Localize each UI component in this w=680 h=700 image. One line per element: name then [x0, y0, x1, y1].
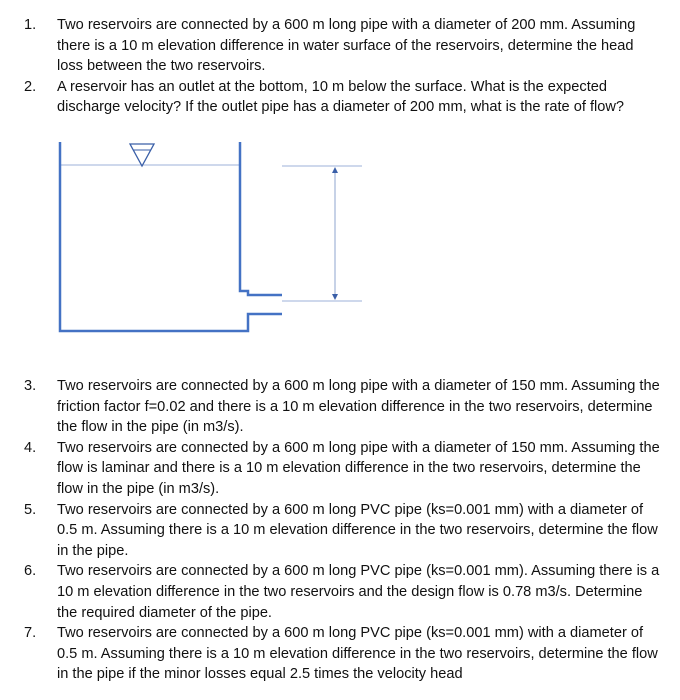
- reservoir-outlet-diagram: [50, 138, 380, 348]
- problem-6-text: Two reservoirs are connected by a 600 m long PVC pipe (ks=0.001 mm). Assuming there is a 10 m elevation difference in the two reservoirs and the design flow is 0.78 m3/s. Determine the required diameter of the pipe.: [57, 563, 660, 621]
- problem-4-text: Two reservoirs are connected by a 600 m long pipe with a diameter of 150 mm. Assuming the flow is laminar and there is a 10 m elevation difference in the two reservoirs, determine the flow in the pipe (in m3/s).: [57, 439, 660, 497]
- problem-5: [0, 500, 680, 562]
- problem-5-text: Two reservoirs are connected by a 600 m long PVC pipe (ks=0.001 mm) with a diameter of 0.5 m. Assuming there is a 10 m elevation difference in the two reservoirs, determine the flow in the pipe.: [57, 501, 658, 559]
- problem-4-number: 4.: [24, 439, 37, 456]
- problem-2-text: A reservoir has an outlet at the bottom, 10 m below the surface. What is the expected discharge velocity? If the outlet pipe has a diameter of 200 mm, what is the rate of flow?: [57, 78, 625, 116]
- problem-3-text: Two reservoirs are connected by a 600 m long pipe with a diameter of 150 mm. Assuming the friction factor f=0.02 and there is a 10 m elevation difference in the two reservoirs, determine the flow in the pipe (in m3/s).: [57, 378, 660, 436]
- problem-7-text: Two reservoirs are connected by a 600 m long PVC pipe (ks=0.001 mm) with a diameter of 0.5 m. Assuming there is a 10 m elevation difference in the two reservoirs, determine the flow in the pipe if the minor losses equal 2.5 times the velocity head: [57, 625, 658, 683]
- problem-7: [0, 623, 680, 685]
- water-surface-triangle-icon: [130, 144, 154, 166]
- problem-1: [0, 15, 680, 77]
- reservoir-wall-left-bottom: [60, 142, 282, 331]
- reservoir-wall-right-outlet: [240, 142, 282, 295]
- problem-1-number: 1.: [24, 17, 37, 33]
- problem-3: [0, 376, 680, 438]
- dimension-arrow-up-icon: [332, 167, 338, 173]
- problem-7-number: 7.: [24, 625, 37, 642]
- problem-3-number: 3.: [24, 378, 37, 394]
- problem-2-number: 2.: [24, 78, 37, 95]
- problem-2: [0, 77, 680, 118]
- problem-1-text: Two reservoirs are connected by a 600 m long pipe with a diameter of 200 mm. Assuming there is a 10 m elevation difference in water surface of the reservoirs, determine the head loss between the two reservoirs.: [57, 17, 636, 75]
- problem-list-part-1: [0, 15, 680, 118]
- problem-list-part-2: [0, 376, 680, 685]
- problem-4: [0, 438, 680, 500]
- problem-6: [0, 561, 680, 623]
- problem-5-number: 5.: [24, 501, 37, 518]
- problem-6-number: 6.: [24, 563, 37, 580]
- dimension-arrow-down-icon: [332, 294, 338, 300]
